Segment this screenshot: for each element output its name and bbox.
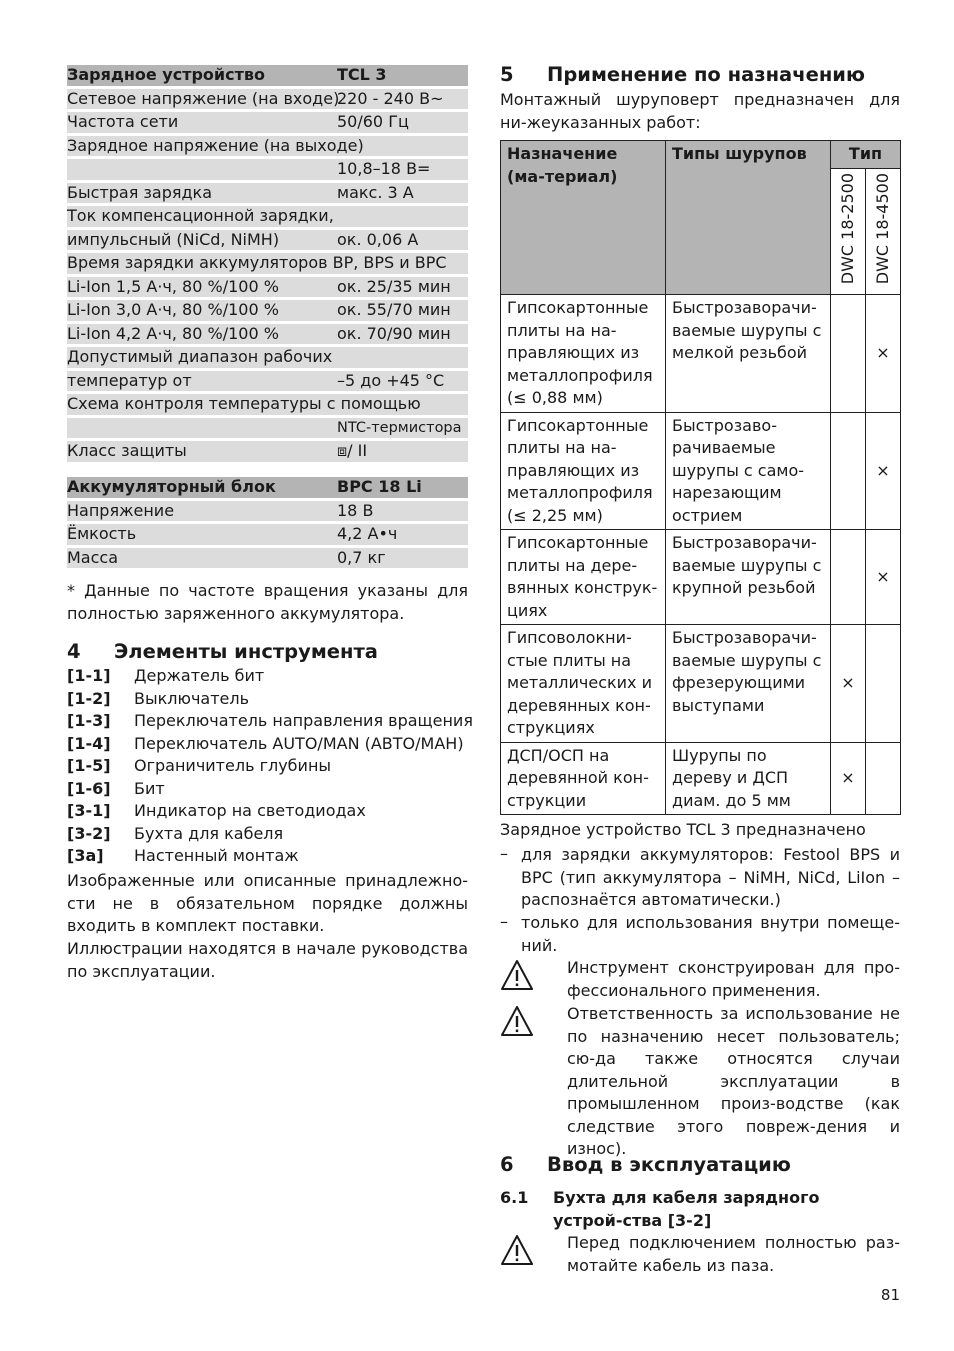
spec-row [67,159,468,180]
purpose-row [501,742,901,815]
dash-mark: – [500,844,508,863]
material-cell: ДСП/ОСП на деревянной кон-струкции [501,742,666,815]
dash-item-1 [500,844,900,912]
elements-list [67,665,477,868]
element-label: Бухта для кабеля [134,823,284,843]
element-ref: [1-4] [67,733,111,753]
element-item [67,710,477,733]
dash-item-2 [500,912,900,957]
spec-label: Масса [67,547,119,567]
model2-mark: × [866,295,901,413]
spec-row [67,183,468,204]
illustrations-note: Иллюстрации находятся в начале руководства по эксплуатации. [67,939,468,981]
spec-label: Допустимый диапазон рабочих [67,347,333,366]
spec-row [67,524,468,545]
dash-mark: – [500,912,508,931]
purpose-row [501,625,901,743]
spec-label: Время зарядки аккумуляторов BP, BPS и BPC [67,253,447,272]
element-label: Выключатель [134,688,250,708]
element-ref: [1-6] [67,778,111,798]
element-item [67,688,477,711]
warning-text: Ответственность за использование не по назначению несет пользователь; сю-да также относятся случаи длительной эксплуатации в промышленном произ-водстве (как следствие этого повреж-дения и износ). [567,1004,900,1158]
model-header-2: DWC 18-4500 [866,168,901,295]
model2-mark: × [866,530,901,625]
section-4-heading [67,640,378,663]
spec-row [67,89,468,110]
subsection-number: 6.1 [500,1188,529,1207]
warning-text: Инструмент сконструирован для про-фессионального применения. [567,958,900,1000]
element-item [67,800,477,823]
col-material-header: Назначение (ма-териал) [501,141,666,295]
model1-mark: × [831,625,866,743]
element-ref: [3-2] [67,823,111,843]
spec-row [67,324,468,345]
spec-row [67,371,468,392]
element-item [67,665,477,688]
screw-type-cell: Быстрозаворачи-ваемые шурупы с фрезерующими выступами [666,625,831,743]
spec-row [67,136,468,157]
element-label: Бит [134,778,165,798]
spec-value: 10,8–18 В= [337,159,431,178]
model2-mark [866,625,901,743]
spec-label: Быстрая зарядка [67,182,213,202]
model-header-1: DWC 18-2500 [831,168,866,295]
spec-label: Сетевое напряжение (на входе) [67,88,340,108]
spec-label: температур от [67,370,192,390]
spec-label: Зарядное устройство [67,65,265,84]
screw-type-cell: Быстрозаво-рачиваемые шурупы с само-нарезающим острием [666,412,831,530]
element-item [67,845,477,868]
model2-mark: × [866,412,901,530]
material-cell: Гипсокартонные плиты на на-правляющих из металлопрофиля (≤ 2,25 мм) [501,412,666,530]
spec-header-row [67,65,468,86]
spec-value: 4,2 А•ч [337,524,398,543]
spec-header-row [67,477,468,498]
model2-mark [866,742,901,815]
accessories-note: Изображенные или описанные принадлежно-сти не в обязательном порядке должны входить в комплект поставки. [67,871,468,935]
section-title: Применение по назначению [547,63,865,86]
spec-label: Li-Ion 4,2 А·ч, 80 %/100 % [67,323,279,343]
dash-text: для зарядки аккумуляторов: Festool BPS и BPC (тип аккумулятора – NiMH, NiCd, LiIon – распознаётся автоматически.) [521,845,900,909]
spec-label: Li-Ion 1,5 А·ч, 80 %/100 % [67,276,279,296]
warning-triangle-icon [500,1005,534,1037]
screw-type-cell: Шурупы по дереву и ДСП диам. до 5 мм [666,742,831,815]
purpose-row [501,530,901,625]
section-title: Элементы инструмента [114,640,378,663]
element-label: Настенный монтаж [134,846,299,865]
spec-label: Класс защиты [67,441,187,460]
purpose-row [501,412,901,530]
spec-label: Зарядное напряжение (на выходе) [67,135,364,155]
charger-purpose-note: Зарядное устройство TCL 3 предназначено [500,820,866,839]
element-label: Переключатель направления вращения [134,711,473,730]
charger-spec-table [67,65,468,465]
spec-value: ок. 55/70 мин [337,300,451,319]
element-item [67,778,477,801]
section-5-heading [500,63,865,86]
dash-text: только для использования внутри помеще-ний. [521,913,900,955]
spec-label: Схема контроля температуры с помощью [67,394,421,413]
section-6-heading [500,1153,791,1176]
purpose-table [500,140,901,815]
section-number: 5 [500,63,514,86]
footnote: * Данные по частоте вращения указаны для полностью заряженного аккумулятора. [67,581,468,623]
element-ref: [1-5] [67,756,111,775]
warning-triangle-icon [500,1234,534,1266]
spec-value: 50/60 Гц [337,112,409,131]
col-type-header: Тип [831,141,901,169]
model1-mark [831,295,866,413]
spec-value: ок. 70/90 мин [337,323,451,343]
spec-label: Аккумуляторный блок [67,477,276,496]
section-title: Ввод в эксплуатацию [547,1153,791,1176]
spec-value: –5 до +45 °C [337,370,445,390]
element-ref: [1-3] [67,711,111,730]
col-screw-header: Типы шурупов [666,141,831,295]
spec-label: Li-Ion 3,0 А·ч, 80 %/100 % [67,300,279,319]
spec-value: TCL 3 [337,65,387,84]
spec-row [67,230,468,251]
spec-row [67,300,468,321]
section-number: 4 [67,640,81,663]
page-number: 81 [880,1286,900,1304]
warning-3 [500,1232,900,1277]
purpose-row [501,295,901,413]
warning-1 [500,957,900,1002]
material-cell: Гипсокартонные плиты на дере-вянных конструк-циях [501,530,666,625]
screw-type-cell: Быстрозаворачи-ваемые шурупы с крупной резьбой [666,530,831,625]
spec-value: ок. 25/35 мин [337,276,451,296]
element-item [67,755,477,778]
model1-mark: × [831,742,866,815]
screw-type-cell: Быстрозаворачи-ваемые шурупы с мелкой резьбой [666,295,831,413]
warning-text: Перед подключением полностью раз-мотайте кабель из паза. [567,1233,900,1275]
spec-row [67,441,468,462]
battery-spec-table [67,477,468,571]
warning-2 [500,1003,900,1161]
model1-mark [831,530,866,625]
spec-row [67,112,468,133]
spec-label: импульсный (NiCd, NiMH) [67,229,280,249]
element-item [67,823,477,846]
material-cell: Гипсоволокни-стые плиты на металлических и деревянных кон-струкциях [501,625,666,743]
element-ref: [3-1] [67,801,111,820]
spec-row [67,206,468,227]
material-cell: Гипсокартонные плиты на на-правляющих из металлопрофиля (≤ 0,88 мм) [501,295,666,413]
spec-value: ⧈/ II [337,441,368,460]
spec-row [67,548,468,569]
spec-value: ок. 0,06 А [337,229,419,249]
element-ref: [1-1] [67,666,111,685]
warning-triangle-icon [500,959,534,991]
spec-value: 18 В [337,500,374,520]
section-number: 6 [500,1153,514,1176]
spec-row [67,277,468,298]
spec-row [67,501,468,522]
element-label: Ограничитель глубины [134,756,332,775]
spec-value: макс. 3 А [337,182,414,202]
spec-value: BPC 18 Li [337,477,422,496]
element-ref: [3a] [67,846,104,865]
element-label: Держатель бит [134,666,265,685]
spec-value: 0,7 кг [337,547,386,567]
spec-label: Ёмкость [67,524,137,543]
spec-value: 220 - 240 В~ [337,88,444,108]
spec-label: Частота сети [67,112,179,131]
spec-row [67,253,468,274]
element-ref: [1-2] [67,688,111,708]
spec-value: NTC-термистора [337,419,462,436]
spec-label: Напряжение [67,500,175,520]
subsection-title: Бухта для кабеля зарядного устрой-ства [3-2] [553,1188,820,1230]
spec-row [67,394,468,415]
spec-row [67,418,468,439]
subsection-6-1-heading [500,1187,900,1232]
purpose-intro: Монтажный шуруповерт предназначен для ни-жеуказанных работ: [500,90,900,132]
element-label: Индикатор на светодиодах [134,801,366,820]
element-item [67,733,477,756]
model1-mark [831,412,866,530]
spec-row [67,347,468,368]
element-label: Переключатель AUTO/MAN (АВТО/МАН) [134,733,464,753]
spec-label: Ток компенсационной зарядки, [67,206,334,225]
